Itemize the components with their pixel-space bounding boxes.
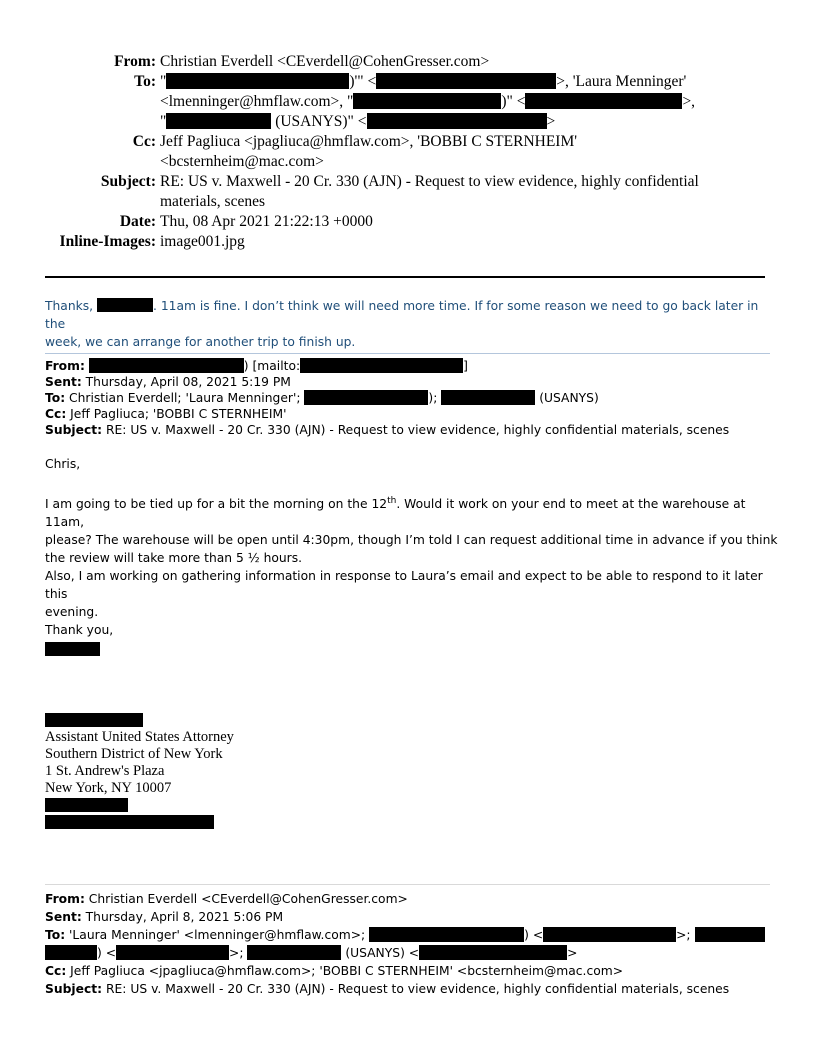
- quoted-message-header: [45, 358, 780, 438]
- redaction-block: [247, 945, 341, 960]
- msg1-p1-line: [45, 495, 780, 531]
- msg1-from-label: From:: [45, 359, 85, 373]
- msg1-from-text: ) [mailto:: [243, 359, 301, 373]
- msg1-sent-label: Sent:: [45, 375, 82, 389]
- redaction-block: [89, 358, 244, 373]
- msg1-p1-line: please? The warehouse will be open until 4:30pm, though I’m told I can request additional time in advance if you think: [45, 533, 778, 547]
- msg1-from-row: [45, 358, 780, 374]
- quoted-message-header-2: [45, 890, 780, 998]
- reply-text: . 11am is fine. I don’t think we will need more time. If for some reason we need to go back later in the: [45, 299, 759, 331]
- signature-title: Assistant United States Attorney: [45, 729, 234, 745]
- msg1-sent-value: Thursday, April 08, 2021 5:19 PM: [85, 375, 291, 389]
- msg1-to-text: Christian Everdell; 'Laura Menninger';: [69, 391, 301, 405]
- header-from-row: [0, 52, 816, 72]
- header-to-label: To:: [134, 73, 156, 90]
- header-cc-label: Cc:: [132, 133, 156, 150]
- msg1-to-label: To:: [45, 391, 66, 405]
- msg2-sent-value: Thursday, April 8, 2021 5:06 PM: [85, 910, 284, 924]
- msg1-to-row: [45, 390, 780, 406]
- redaction-block: [166, 113, 271, 129]
- redaction-block: [45, 815, 214, 829]
- header-to-line: [160, 112, 720, 132]
- redaction-block: [116, 945, 229, 960]
- signature-district: Southern District of New York: [45, 746, 223, 762]
- msg1-subject-label: Subject:: [45, 423, 103, 437]
- msg1-sent-row: [45, 374, 780, 390]
- reply-greeting: Thanks,: [45, 299, 94, 313]
- msg1-p2-line: evening.: [45, 605, 99, 619]
- redaction-block: [419, 945, 567, 960]
- msg1-cc-value: Jeff Pagliuca; 'BOBBI C STERNHEIM': [70, 407, 287, 421]
- reply-line: week, we can arrange for another trip to finish up.: [45, 335, 356, 349]
- header-to-text: >,: [682, 93, 696, 110]
- msg1-cc-row: [45, 406, 780, 422]
- email-header: [0, 52, 816, 252]
- msg2-to-row-2: [45, 944, 780, 962]
- header-date-row: [0, 212, 816, 232]
- msg2-to-text: >;: [676, 928, 691, 942]
- header-to-value: [160, 72, 720, 132]
- msg2-sent-label: Sent:: [45, 910, 82, 924]
- msg2-cc-value: Jeff Pagliuca <jpagliuca@hmflaw.com>; 'BOBBI C STERNHEIM' <bcsternheim@mac.com>: [70, 964, 624, 978]
- msg2-to-text: >: [567, 946, 578, 960]
- msg1-p1-text: I am going to be tied up for a bit the morning on the 12: [45, 497, 388, 511]
- msg1-cc-label: Cc:: [45, 407, 67, 421]
- header-subject-value: [160, 172, 720, 212]
- msg2-to-row: [45, 926, 780, 944]
- msg2-to-text: >;: [229, 946, 244, 960]
- msg2-subject-row: [45, 980, 780, 998]
- msg1-paragraph-1: [45, 495, 780, 567]
- header-to-row: [0, 72, 816, 132]
- redaction-block: [441, 390, 535, 405]
- msg1-to-text: );: [428, 391, 438, 405]
- header-to-text: )" <: [501, 93, 526, 110]
- msg2-from-row: [45, 890, 780, 908]
- msg2-to-text: 'Laura Menninger' <lmenninger@hmflaw.com>;: [69, 928, 366, 942]
- redaction-block: [543, 927, 676, 942]
- msg2-cc-label: Cc:: [45, 964, 67, 978]
- reply-line: [45, 297, 775, 333]
- msg1-subject-row: [45, 422, 780, 438]
- message-divider: [45, 884, 770, 885]
- msg2-subject-value: RE: US v. Maxwell - 20 Cr. 330 (AJN) - Request to view evidence, highly confidential materials, scenes: [105, 982, 730, 996]
- msg1-p1-line: the review will take more than 5 ½ hours.: [45, 551, 303, 565]
- header-subject-line: RE: US v. Maxwell - 20 Cr. 330 (AJN) - Request to view evidence, highly confidential: [160, 173, 699, 190]
- header-to-text: >, 'Laura Menninger': [556, 73, 687, 90]
- header-cc-line: Jeff Pagliuca <jpagliuca@hmflaw.com>, 'BOBBI C STERNHEIM': [160, 133, 578, 150]
- header-images-value: image001.jpg: [160, 233, 245, 250]
- redaction-block: [45, 713, 143, 727]
- redaction-block: [376, 73, 556, 89]
- message-divider: [45, 353, 770, 354]
- header-subject-row: [0, 172, 816, 212]
- redaction-block: [97, 298, 153, 312]
- msg1-from-text: ]: [463, 359, 468, 373]
- msg2-to-text: ) <: [524, 928, 544, 942]
- header-to-text: (USANYS)" <: [275, 113, 367, 130]
- msg1-p1-text: . Would it work on your end to meet at the warehouse at 11am,: [45, 497, 746, 529]
- msg2-from-value: Christian Everdell <CEverdell@CohenGresser.com>: [88, 892, 408, 906]
- header-images-label: Inline-Images:: [59, 233, 156, 250]
- redaction-block: [369, 927, 524, 942]
- redaction-block: [353, 93, 501, 109]
- msg2-subject-label: Subject:: [45, 982, 103, 996]
- msg2-to-label: To:: [45, 928, 66, 942]
- redaction-block: [45, 642, 100, 656]
- redaction-block: [300, 358, 463, 373]
- redaction-block: [695, 927, 765, 942]
- msg1-salutation: Chris,: [45, 457, 81, 471]
- header-from-value: Christian Everdell <CEverdell@CohenGresser.com>: [160, 53, 490, 70]
- header-to-text: ": [160, 113, 167, 130]
- msg1-p1-sup: th: [387, 495, 397, 506]
- header-divider: [45, 276, 765, 278]
- header-to-line: [160, 92, 720, 112]
- header-cc-value: [160, 132, 720, 172]
- msg1-paragraph-2: [45, 567, 780, 621]
- header-subject-line: materials, scenes: [160, 193, 266, 210]
- msg2-from-label: From:: [45, 892, 85, 906]
- header-cc-row: [0, 132, 816, 172]
- header-to-text: )'" <: [349, 73, 377, 90]
- header-cc-line: <bcsternheim@mac.com>: [160, 153, 324, 170]
- redaction-block: [304, 390, 428, 405]
- header-to-line: [160, 72, 720, 92]
- msg1-to-text: (USANYS): [539, 391, 599, 405]
- header-to-text: <lmenninger@hmflaw.com>, ": [160, 93, 354, 110]
- msg1-p2-line: Also, I am working on gathering information in response to Laura’s email and expect to be able to respond to it later this: [45, 569, 763, 601]
- msg2-to-text: ) <: [97, 946, 117, 960]
- redaction-block: [525, 93, 682, 109]
- header-to-text: >: [546, 113, 556, 130]
- header-to-text: ": [160, 73, 167, 90]
- msg1-closing: Thank you,: [45, 623, 114, 637]
- signature-block: [45, 729, 234, 797]
- signature-address: New York, NY 10007: [45, 780, 172, 796]
- signature-address: 1 St. Andrew's Plaza: [45, 763, 165, 779]
- msg2-cc-row: [45, 962, 780, 980]
- header-date-label: Date:: [119, 213, 156, 230]
- redaction-block: [45, 798, 128, 812]
- msg2-to-text: (USANYS) <: [345, 946, 420, 960]
- header-from-label: From:: [114, 53, 156, 70]
- msg1-subject-value: RE: US v. Maxwell - 20 Cr. 330 (AJN) - Request to view evidence, highly confidential materials, scenes: [105, 423, 730, 437]
- redaction-block: [166, 73, 349, 89]
- redaction-block: [45, 945, 97, 960]
- header-subject-label: Subject:: [100, 173, 156, 190]
- redaction-block: [367, 113, 547, 129]
- header-images-row: [0, 232, 816, 252]
- msg2-sent-row: [45, 908, 780, 926]
- reply-message: [45, 297, 775, 351]
- header-date-value: Thu, 08 Apr 2021 21:22:13 +0000: [160, 213, 373, 230]
